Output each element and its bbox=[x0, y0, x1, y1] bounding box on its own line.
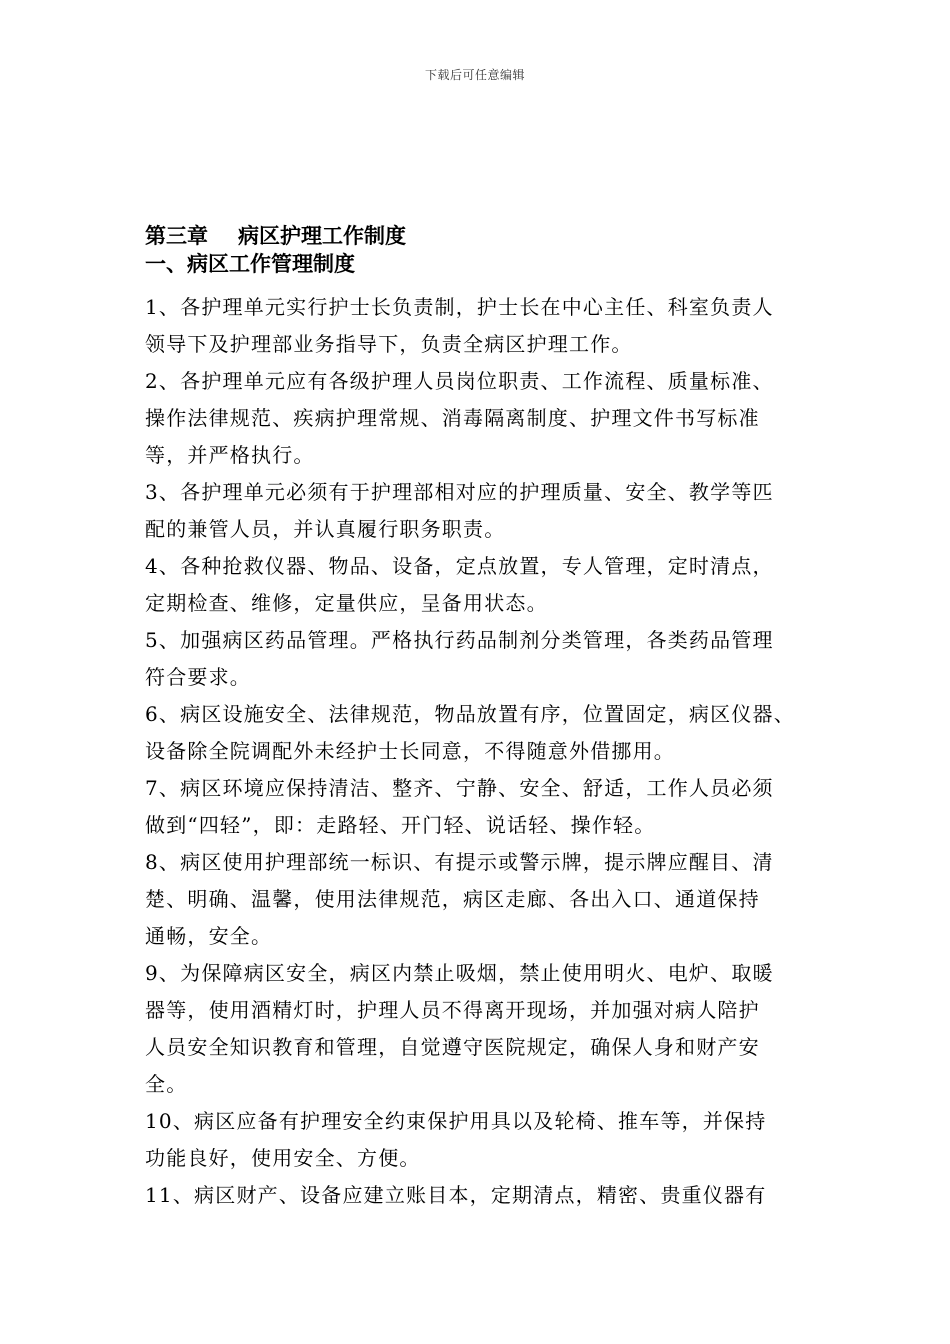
text-line: 11、病区财产、设备应建立账目本，定期清点，精密、贵重仪器有 bbox=[145, 1183, 767, 1207]
text-line: 定期检查、维修，定量供应，呈备用状态。 bbox=[145, 591, 548, 615]
text-line: 全。 bbox=[145, 1072, 188, 1096]
document-body bbox=[145, 222, 825, 1214]
text-line: 1、各护理单元实行护士长负责制，护士长在中心主任、科室负责人 bbox=[145, 295, 774, 319]
header-note: 下载后可任意编辑 bbox=[424, 68, 525, 82]
text-line: 等，并严格执行。 bbox=[145, 443, 315, 467]
text-line: 2、各护理单元应有各级护理人员岗位职责、工作流程、质量标准、 bbox=[145, 369, 774, 393]
text-line: 3、各护理单元必须有于护理部相对应的护理质量、安全、教学等匹 bbox=[145, 480, 774, 504]
text-line: 器等，使用酒精灯时，护理人员不得离开现场，并加强对病人陪护 bbox=[145, 998, 760, 1022]
text-line: 10、病区应备有护理安全约束保护用具以及轮椅、推车等，并保持 bbox=[145, 1109, 767, 1133]
text-line: 4、各种抢救仪器、物品、设备，定点放置，专人管理，定时清点， bbox=[145, 554, 774, 578]
chapter-number: 第三章 bbox=[145, 224, 208, 248]
rule-list bbox=[145, 289, 825, 1214]
text-line: 5、加强病区药品管理。严格执行药品制剂分类管理，各类药品管理 bbox=[145, 628, 774, 652]
text-line: 6、病区设施安全、法律规范，物品放置有序，位置固定，病区仪器、 bbox=[145, 702, 795, 726]
chapter-name: 病区护理工作制度 bbox=[238, 224, 406, 248]
text-line: 楚、明确、温馨，使用法律规范，病区走廊、各出入口、通道保持 bbox=[145, 887, 760, 911]
text-line: 领导下及护理部业务指导下，负责全病区护理工作。 bbox=[145, 332, 633, 356]
text-line: 7、病区环境应保持清洁、整齐、宁静、安全、舒适，工作人员必须 bbox=[145, 776, 774, 800]
text-line: 配的兼管人员，并认真履行职务职责。 bbox=[145, 517, 506, 541]
text-line: 操作法律规范、疾病护理常规、消毒隔离制度、护理文件书写标准 bbox=[145, 406, 760, 430]
text-line: 人员安全知识教育和管理，自觉遵守医院规定，确保人身和财产安 bbox=[145, 1035, 760, 1059]
text-line: 功能良好，使用安全、方便。 bbox=[145, 1146, 421, 1170]
text-line: 通畅，安全。 bbox=[145, 924, 273, 948]
chapter-title bbox=[145, 222, 825, 250]
text-line: 设备除全院调配外未经护士长同意，不得随意外借挪用。 bbox=[145, 739, 675, 763]
section-title: 一、病区工作管理制度 bbox=[145, 252, 355, 276]
text-line: 做到“四轻”，即：走路轻、开门轻、说话轻、操作轻。 bbox=[145, 813, 656, 837]
text-line: 8、病区使用护理部统一标识、有提示或警示牌，提示牌应醒目、清 bbox=[145, 850, 774, 874]
text-line: 符合要求。 bbox=[145, 665, 251, 689]
text-line: 9、为保障病区安全，病区内禁止吸烟，禁止使用明火、电炉、取暖 bbox=[145, 961, 774, 985]
